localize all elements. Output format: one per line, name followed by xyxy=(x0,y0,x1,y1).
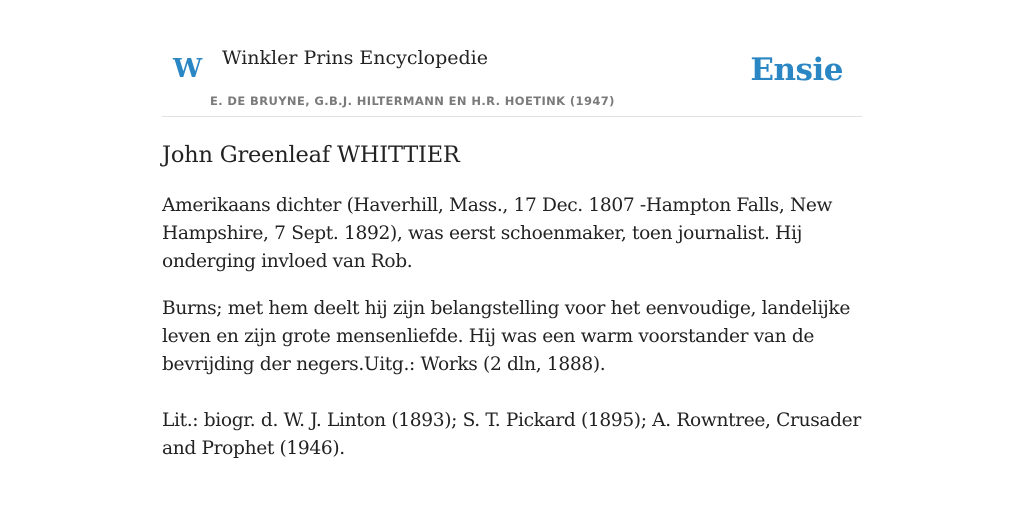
article-title: John Greenleaf WHITTIER xyxy=(162,142,460,168)
ensie-logo-link[interactable]: Ensie xyxy=(750,52,843,88)
article xyxy=(162,138,862,463)
book-authors: E. DE BRUYNE, G.B.J. HILTERMANN EN H.R. HOETINK (1947) xyxy=(210,94,615,108)
article-paragraph: Burns; met hem deelt hij zijn belangstelling voor het eenvoudige, landelijke leven en zijn grote mensenliefde. Hij was een warm voorstander van de bevrijding der negers.Uitg.: Works (2 dln, 1888). xyxy=(162,298,850,375)
winkler-prins-logo[interactable]: W xyxy=(173,54,203,84)
source-header xyxy=(162,0,862,117)
article-paragraph: Amerikaans dichter (Haverhill, Mass., 17 Dec. 1807 -Hampton Falls, New Hampshire, 7 Sept. 1892), was eerst schoenmaker, toen journalist. Hij onderging invloed van Rob. xyxy=(162,195,833,272)
book-title-link[interactable]: Winkler Prins Encyclopedie xyxy=(222,47,488,69)
article-paragraph-literature: Lit.: biogr. d. W. J. Linton (1893); S. T. Pickard (1895); A. Rowntree, Crusader and Prophet (1946). xyxy=(162,410,861,459)
